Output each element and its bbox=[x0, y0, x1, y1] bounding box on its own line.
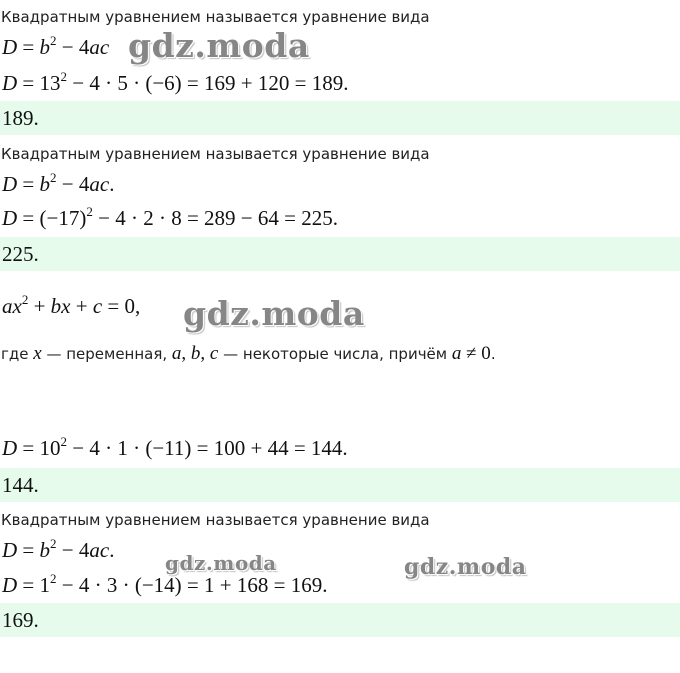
block2-intro: Квадратным уравнением называется уравнение вида bbox=[1, 145, 430, 163]
block1-answer-row bbox=[0, 101, 680, 135]
block1-intro: Квадратным уравнением называется уравнение вида bbox=[1, 8, 430, 26]
watermark-logo: gdz.moda bbox=[165, 551, 277, 575]
block3-answer-row bbox=[0, 468, 680, 502]
block4-intro: Квадратным уравнением называется уравнение вида bbox=[1, 511, 430, 529]
block3-calc: $D = 10^2 - 4 \cdot 1 \cdot (-11) = 100 + 44 = 144$. bbox=[2, 434, 348, 460]
block4-formula: $D = b^2 - 4ac$. bbox=[2, 536, 115, 562]
block4-calc: $D = 1^2 - 4 \cdot 3 \cdot (-14) = 1 + 168 = 169$. bbox=[2, 571, 328, 597]
block1-formula: $D = b^2 - 4ac$ bbox=[2, 33, 110, 59]
block1-answer: 189. bbox=[2, 106, 39, 130]
block2-answer-row bbox=[0, 237, 680, 271]
block4-answer-row bbox=[0, 603, 680, 637]
block3-definition: где x — переменная, a, b, c — некоторые числа, причём a ≠ 0. bbox=[1, 343, 496, 364]
block2-formula: $D = b^2 - 4ac$. bbox=[2, 170, 115, 196]
block3-equation: $ax^2$ + bx + c = 0, bbox=[2, 292, 141, 318]
block2-calc: $D = (-17)^2 - 4 \cdot 2 \cdot 8 = 289 - 64 = 225$. bbox=[2, 204, 338, 230]
watermark-logo: gdz.moda bbox=[128, 26, 310, 65]
block3-answer: 144. bbox=[2, 473, 39, 497]
block1-calc: $D = 13^2 - 4 \cdot 5 \cdot (-6) = 169 + 120 = 189$. bbox=[2, 69, 349, 95]
watermark-logo: gdz.moda bbox=[183, 294, 365, 333]
block4-answer: 169. bbox=[2, 608, 39, 632]
block2-answer: 225. bbox=[2, 242, 39, 266]
watermark-logo: gdz.moda bbox=[404, 554, 527, 580]
